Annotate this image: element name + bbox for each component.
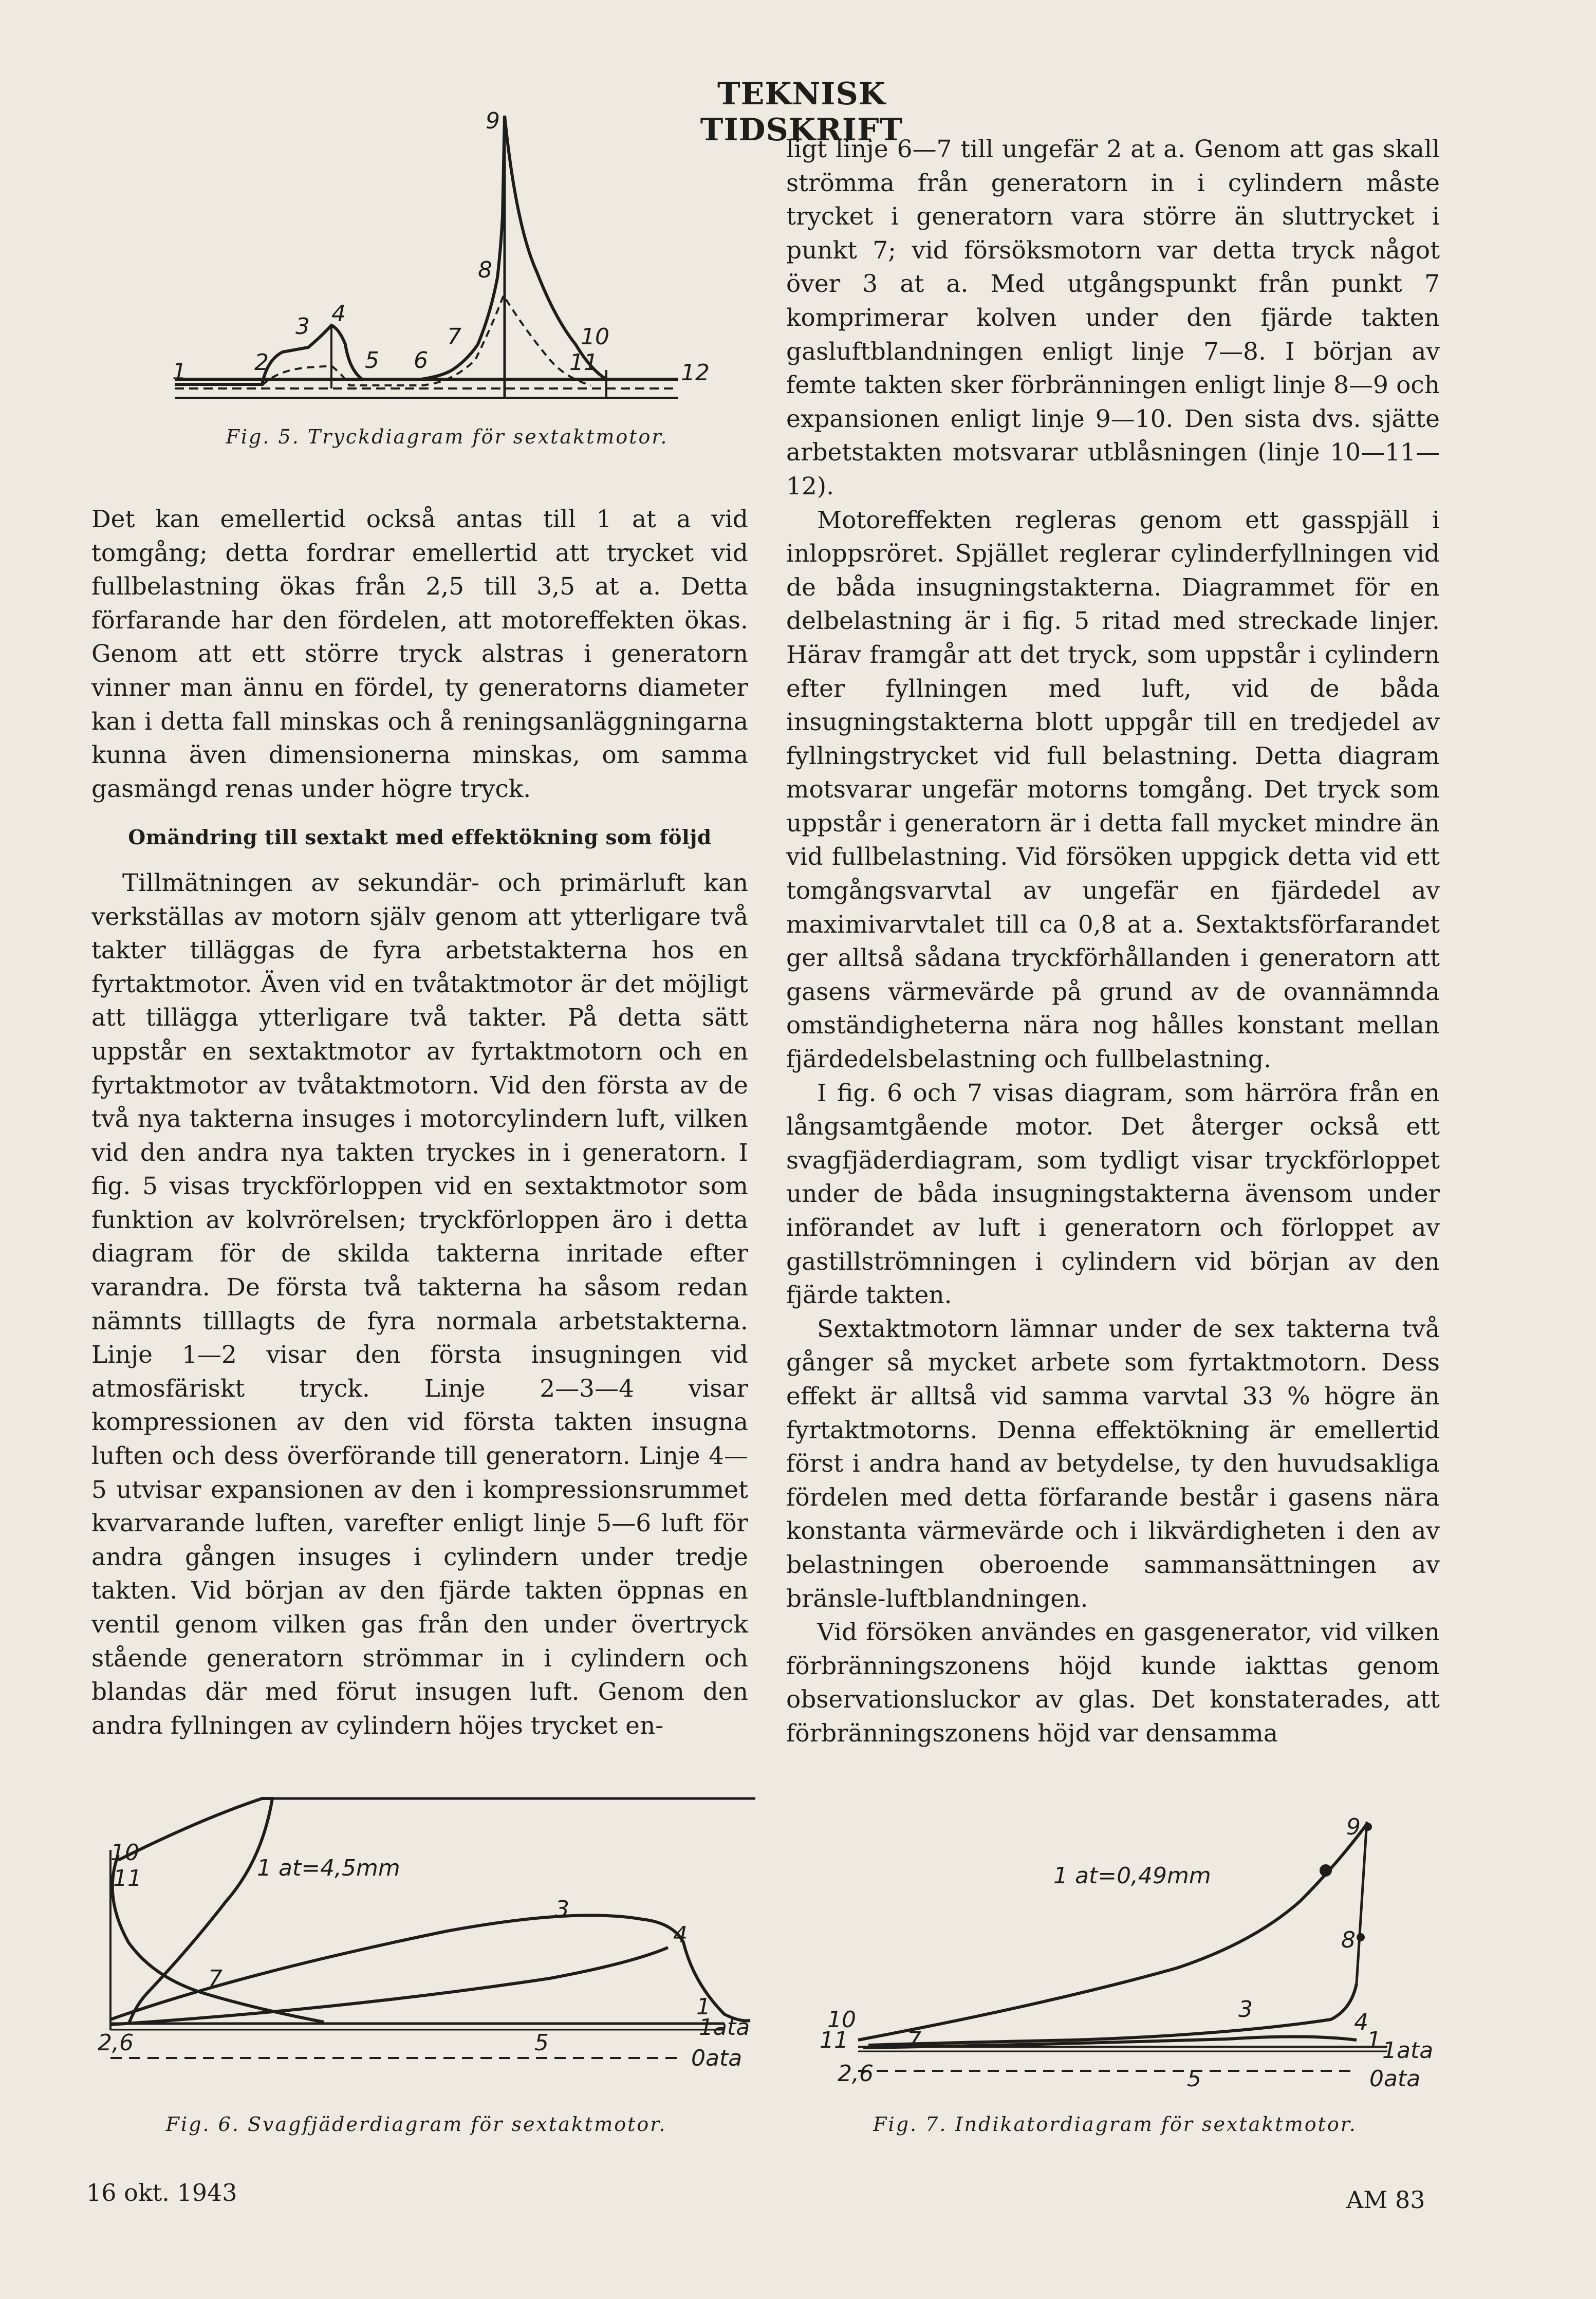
- fig7-label-1: 1: [1367, 2027, 1381, 2053]
- right-paragraph-1: ligt linje 6—7 till ungefär 2 at a. Genom att gas skall strömma från generatorn in i cylindern måste trycket i generatorn vara större än sluttrycket i punkt 7; vid försöksmotorn var detta tryck något över 3 at a. Med utgångspunkt från punkt 7 komprimerar kolven under den fjärde takten gasluftblandningen enligt linje 7—8. I början av femte takten sker förbränningen enligt linje 8—9 och expansionen enligt linje 9—10. Den sista dvs. sjätte arbetstakten motsvarar utblåsningen (linje 10—11—12).: [786, 135, 1440, 500]
- fig5-label-12: 12: [681, 360, 710, 386]
- fig7-label-1ata: 1ata: [1382, 2037, 1434, 2064]
- fig5-label-8: 8: [478, 257, 492, 283]
- fig5-caption: Fig. 5. Tryckdiagram för sextaktmotor.: [226, 425, 669, 448]
- fig6-label-2-6: 2,6: [98, 2030, 134, 2056]
- fig7-scale-label: 1 at=0,49mm: [1053, 1863, 1211, 1889]
- fig6-label-1: 1: [696, 1994, 711, 2020]
- right-column: [786, 133, 1440, 1751]
- fig7-indicator-diagram: [817, 1814, 1459, 2107]
- fig6-label-10: 10: [110, 1840, 139, 1866]
- fig6-compression-curve: [110, 1915, 750, 2020]
- left-paragraph-1: Det kan emellertid också antas till 1 at a vid tomgång; detta fordrar emellertid att trycket vid fullbelastning ökas från 2,5 till 3,5 at a. Detta förfarande har den fördelen, att motoreffekten ökas. Genom att ett större tryck alstras i generatorn vinner man ännu en fördel, ty generatorns diameter kan i detta fall minskas och å reningsanläggningarna kunna även dimensionerna minskas, om samma gasmängd renas under högre tryck.: [91, 505, 748, 803]
- fig5-label-10: 10: [581, 324, 609, 350]
- fig6-label-5: 5: [534, 2030, 549, 2056]
- fig6-label-3: 3: [555, 1896, 569, 1922]
- fig7-caption: Fig. 7. Indikatordiagram för sextaktmotor.: [873, 2113, 1357, 2136]
- fig5-label-7: 7: [447, 324, 461, 350]
- fig7-marker-8: [1357, 1933, 1365, 1941]
- fig7-label-5: 5: [1187, 2066, 1201, 2092]
- fig7-label-7: 7: [907, 2027, 921, 2053]
- left-column: [91, 503, 748, 1742]
- footer-date: 16 okt. 1943: [86, 2179, 237, 2207]
- fig7-label-2-6: 2,6: [838, 2061, 874, 2087]
- fig7-marker-9: [1364, 1823, 1372, 1831]
- journal-title: TEKNISK TIDSKRIFT: [700, 76, 903, 148]
- fig7-label-4: 4: [1354, 2009, 1368, 2035]
- footer-page-number: AM 83: [1346, 2186, 1425, 2214]
- fig6-weak-spring-diagram: [87, 1788, 771, 2107]
- fig5-label-2: 2: [254, 349, 269, 376]
- fig7-label-0ata: 0ata: [1369, 2066, 1421, 2092]
- fig7-vertical-line: [1357, 1822, 1367, 1983]
- fig5-pressure-diagram: [154, 103, 730, 421]
- fig7-label-3: 3: [1238, 1996, 1253, 2023]
- fig5-label-6: 6: [414, 347, 428, 374]
- fig5-label-3: 3: [295, 313, 310, 340]
- fig6-suction-curve: [110, 1948, 668, 2025]
- fig6-label-0ata: 0ata: [691, 2045, 743, 2071]
- fig6-label-7: 7: [208, 1966, 222, 1992]
- fig6-label-1ata: 1ata: [699, 2014, 750, 2041]
- fig6-scale-label: 1 at=4,5mm: [257, 1855, 400, 1881]
- right-paragraph-2: Motoreffekten regleras genom ett gasspjäll i inloppsröret. Spjället reglerar cylinderfyllningen vid de båda insugningstakterna. Diagrammet för en delbelastning är i fig. 5 ritad med streckade linjer. Härav framgår att det tryck, som uppstår i cylindern efter fyllningen med luft, vid de båda insugningstakterna blott uppgår till en tredjedel av fyllningstrycket vid full belastning. Detta diagram motsvarar ungefär motorns tomgång. Det tryck som uppstår i generatorn är i detta fall mycket mindre än vid fullbelastning. Vid försöken uppgick detta vid ett tomgångsvarvtal av ungefär en fjärdedel av maximivarvtalet till ca 0,8 at a. Sextaktsförfarandet ger alltså sådana tryckförhållanden i generatorn att gasens värmevärde på grund av de ovannämnda omständigheterna nära nog hålles konstant mellan fjärdedelsbelastning och fullbelastning.: [786, 506, 1440, 1074]
- fig5-label-4: 4: [331, 301, 346, 327]
- right-paragraph-3: I fig. 6 och 7 visas diagram, som härröra från en långsamtgående motor. Det återger också ett svagfjäderdiagram, som tydligt visar tryckförloppet under de båda insugningstakterna ävensom under införandet av luft i generatorn och förloppet av gastillströmningen i cylindern vid början av den fjärde takten.: [786, 1079, 1440, 1310]
- fig7-label-8: 8: [1341, 1927, 1356, 1953]
- right-paragraph-4: Sextaktmotorn lämnar under de sex takterna två gånger så mycket arbete som fyrtaktmotorn. Dess effekt är alltså vid samma varvtal 33 % högre än fyrtaktmotorns. Denna effektökning är emellertid först i andra hand av betydelse, ty den huvudsakliga fördelen med detta förfarande består i gasens nära konstanta värmevärde och i likvärdigheten i den av belastningen oberoende sammansättningen av bränsle-luftblandningen.: [786, 1314, 1440, 1613]
- fig5-label-5: 5: [365, 347, 379, 374]
- fig6-label-11: 11: [113, 1865, 142, 1892]
- fig6-caption: Fig. 6. Svagfjäderdiagram för sextaktmotor.: [165, 2113, 667, 2136]
- fig6-label-4: 4: [673, 1922, 688, 1948]
- fig5-label-11: 11: [569, 349, 598, 376]
- section-heading: Omändring till sextakt med effektökning som följd: [128, 826, 712, 850]
- fig7-label-9: 9: [1346, 1814, 1361, 1840]
- fig7-label-11: 11: [820, 2027, 848, 2053]
- fig7-label-10: 10: [827, 2007, 856, 2033]
- fig7-marker-upper: [1320, 1864, 1332, 1877]
- left-paragraph-2: Tillmätningen av sekundär- och primärluft kan verkställas av motorn själv genom att ytterligare två takter tilläggas de fyra arbetstakterna hos en fyrtaktmotor. Även vid en tvåtaktmotor är det möjligt att tillägga ytterligare två takter. På detta sätt uppstår en sextaktmotor av fyrtaktmotorn och en fyrtaktmotor av tvåtaktmotorn. Vid den första av de två nya takterna insuges i motorcylindern luft, vilken vid den andra nya takten tryckes in i generatorn. I fig. 5 visas tryckförloppen vid en sextaktmotor som funktion av kolvrörelsen; tryckförloppen äro i detta diagram för de skilda takterna inritade efter varandra. De första två takterna ha såsom redan nämnts tilllagts de fyra normala arbetstakterna. Linje 1—2 visar den första insugningen vid atmosfäriskt tryck. Linje 2—3—4 visar kompressionen av den vid första takten insugna luften och dess överförande till generatorn. Linje 4—5 utvisar expansionen av den i kompressionsrummet kvarvarande luften, varefter enligt linje 5—6 luft för andra gången insuges i cylindern under tredje takten. Vid början av den fjärde takten öppnas en ventil genom vilken gas från den under övertryck stående generatorn strömmar in i cylindern och blandas där med förut insugen luft. Genom den andra fyllningen av cylindern höjes trycket en-: [91, 868, 748, 1740]
- right-paragraph-5: Vid försöken användes en gasgenerator, vid vilken förbränningszonens höjd kunde iakttas genom observationsluckor av glas. Det konstaterades, att förbränningszonens höjd var densamma: [786, 1618, 1440, 1748]
- fig7-combustion-curve: [858, 1824, 1367, 2040]
- fig5-label-9: 9: [486, 108, 500, 134]
- fig5-label-1: 1: [172, 359, 187, 385]
